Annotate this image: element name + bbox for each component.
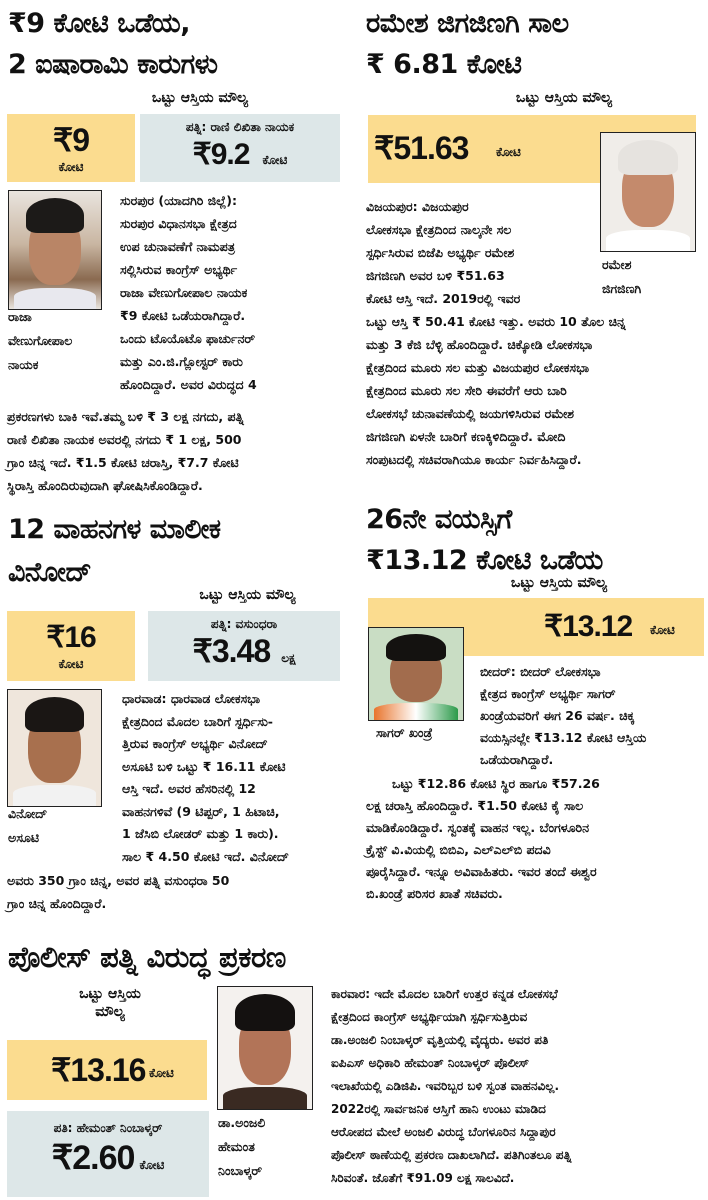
body-line: ಲೋಕಸಭಾ ಕ್ಷೇತ್ರದಿಂದ ನಾಲ್ಕನೇ ಸಲ [366,222,512,237]
body-line: ಕ್ಷೇತ್ರದ ಕಾಂಗ್ರೆಸ್ ಅಭ್ಯರ್ಥಿ ಸಾಗರ್ [480,686,616,701]
story-body-beside-photo [480,661,708,771]
body-line: ಜಿಗಜಿಣಗಿ ಅವರ ಬಳಿ ₹51.63 [366,268,505,283]
candidate-asset-amount: ₹13.16 [51,1052,146,1088]
body-line: ಸುರಪುರ ವಿಧಾನಸಭಾ ಕ್ಷೇತ್ರದ [120,216,237,231]
story-vinod-asuti [0,505,354,935]
body-line: ಪೂರೈಸಿದ್ದಾರೆ. ಇನ್ನೂ ಅವಿವಾಹಿತರು. ಇವರ ತಂದೆ ಈಶ್ವರ [366,864,597,879]
story-body-full [366,773,708,905]
body-line: ವಾಹನಗಳಿವೆ (9 ಟಿಪ್ಪರ್, 1 ಹಿಟಾಚಿ, [122,803,280,819]
body-line: ಸಲ್ಲಿಸಿರುವ ಕಾಂಗ್ರೆಸ್ ಅಭ್ಯರ್ಥಿ [120,262,238,277]
body-line: ಹೊಂದಿದ್ದಾರೆ. ಅವರ ವಿರುದ್ಧದ 4 [120,377,257,392]
story-body-full [366,310,708,471]
body-line: ಕ್ಷೇತ್ರದಿಂದ ಮೂರು ಸಲ ಮತ್ತು ವಿಜಯಪುರ ಲೋಕಸಭಾ [366,360,590,375]
body-line: ಪ್ರಕರಣಗಳು ಬಾಕಿ ಇವೆ.ತಮ್ಮ ಬಳಿ ₹ 3 ಲಕ್ಷ ನಗದು, ಪತ್ನಿ [7,409,244,424]
body-line: ಪೊಲೀಸ್ ಠಾಣೆಯಲ್ಲಿ ಪ್ರಕರಣ ದಾಖಲಾಗಿದೆ. ಪತಿಗಿಂತಲೂ ಪತ್ನಿ [331,1148,572,1162]
story-body-beside-photo [366,195,596,310]
spouse-asset-amount: ₹9.2 [192,138,250,171]
caption-line: ಸಾಗರ್ ಖಂಡ್ರೆ [376,725,433,740]
candidate-photo [600,132,696,252]
total-assets-subhead: ಒಟ್ಟು ಆಸ್ತಿಯ ಮೌಲ್ಯ [151,90,249,106]
body-line: ಆಸ್ತಿ ಇದೆ. ಅವರ ಹೆಸರಿನಲ್ಲಿ 12 [122,781,256,796]
photo-caption [8,305,113,377]
photo-caption [218,1111,323,1183]
body-line: ರಾಜಾ ವೇಣುಗೋಪಾಲ ನಾಯಕ [120,285,248,300]
total-assets-subhead: ಒಟ್ಟು ಆಸ್ತಿಯ ಮೌಲ್ಯ [199,587,296,603]
body-line: ಸುರಪುರ (ಯಾದಗಿರಿ ಜಿಲ್ಲೆ): [120,193,237,208]
story-body-full [7,870,352,915]
body-line: ರಾಣಿ ಲಿಖಿತಾ ನಾಯಕ ಅವರಲ್ಲಿ ನಗದು ₹ 1 ಲಕ್ಷ, 500 [7,432,242,447]
caption-line: ರಮೇಶ [602,257,632,272]
candidate-asset-unit: ಕೋಟಿ [650,623,675,637]
spouse-asset-panel [148,611,340,681]
body-line: ಆರೋಪದ ಮೇಲೆ ಅಂಜಲಿ ವಿರುದ್ಧ ಬೆಂಗಳೂರಿನ ಸಿದ್ದಾಪುರ [331,1125,556,1139]
body-line: ಲಕ್ಷ ಚರಾಸ್ತಿ ಹೊಂದಿದ್ದಾರೆ. ₹1.50 ಕೋಟಿ ಕೈ ಸಾಲ [366,798,584,813]
caption-line: ನಾಯಕ [8,357,39,372]
body-line: ಕಾರವಾರ: ಇದೇ ಮೊದಲ ಬಾರಿಗೆ ಉತ್ತರ ಕನ್ನಡ ಲೋಕಸಭೆ [331,987,558,1001]
body-line: ಸಾಲ ₹ 4.50 ಕೋಟಿ ಇದೆ. ವಿನೋದ್ [122,848,289,864]
spouse-name-label: ಪತ್ನಿ: ವಸುಂಧರಾ [210,617,278,631]
body-line: ಕೋಟಿ ಆಸ್ತಿ ಇದೆ. 2019ರಲ್ಲಿ ಇವರ [366,291,521,306]
body-line: ಒಂದು ಟೊಯೊಟೊ ಫಾರ್ಚುನರ್ [120,331,256,346]
candidate-asset-panel [7,611,135,681]
body-line: ಗ್ರಾಂ ಚಿನ್ನ ಹೊಂದಿದ್ದಾರೆ. [7,895,107,911]
candidate-photo [7,689,102,807]
body-line: ಬೀದರ್: ಬೀದರ್ ಲೋಕಸಭಾ [480,664,601,679]
subhead-line: ಮೌಲ್ಯ [95,1004,125,1020]
spouse-asset-unit: ಕೋಟಿ [262,153,288,167]
headline-line-1: ₹9 ಕೋಟಿ ಒಡೆಯ, [8,8,190,39]
body-line: ಸ್ಥಿರಾಸ್ತಿ ಹೊಂದಿರುವುದಾಗಿ ಘೋಷಿಸಿಕೊಂಡಿದ್ದಾರೆ. [7,478,203,493]
caption-line: ವೇಣುಗೋಪಾಲ [8,333,73,348]
headline-line-2: ₹ 6.81 ಕೋಟಿ [366,49,522,80]
candidate-asset-amount: ₹13.12 [544,610,633,643]
spouse-asset-amount: ₹3.48 [192,633,271,669]
headline-line-1: 12 ವಾಹನಗಳ ಮಾಲೀಕ [8,514,221,545]
body-line: ಜಿಗಜಿಣಗಿ ಏಳನೇ ಬಾರಿಗೆ ಕಣಕ್ಕಿಳಿದಿದ್ದಾರೆ. ಮೋದಿ [366,429,566,444]
spouse-asset-panel [140,114,340,182]
total-assets-subhead [20,985,200,1021]
body-line: ಮಾಡಿಕೊಂಡಿದ್ದಾರೆ. ಸ್ವಂತಕ್ಕೆ ವಾಹನ ಇಲ್ಲ. ಬೆಂಗಳೂರಿನ [366,820,590,835]
candidate-asset-unit: ಕೋಟಿ [149,1066,174,1080]
body-line: ಕ್ರೈಸ್ಟ್ ವಿ.ವಿಯಲ್ಲಿ ಬಿಬಿಎ, ಎಲ್‌ಎಲ್‌ಬಿ ಪದವಿ [366,842,551,857]
spouse-name-label: ಪತಿ: ಹೇಮಂತ್ ನಿಂಬಾಳ್ಕರ್ [53,1121,163,1135]
candidate-asset-panel [7,114,135,182]
body-line: ಮತ್ತು 3 ಕೆಜಿ ಬೆಳ್ಳಿ ಹೊಂದಿದ್ದಾರೆ. ಚಿಕ್ಕೋಡಿ ಲೋಕಸಭಾ [366,337,593,352]
story-body-full [7,405,352,497]
body-line: ಬಿ.ಖಂಡ್ರೆ ಪರಿಸರ ಖಾತೆ ಸಚಿವರು. [366,886,503,901]
story-body-beside-photo [122,688,354,868]
body-line: ಅಸೂಟಿ ಬಳಿ ಒಟ್ಟು ₹ 16.11 ಕೋಟಿ [122,758,286,774]
photo-caption [376,721,476,745]
body-line: ಒಟ್ಟು ₹12.86 ಕೋಟಿ ಸ್ಥಿರ ಹಾಗೂ ₹57.26 [392,776,600,791]
body-line: ಮತ್ತು ಎಂ.ಜಿ.ಗ್ಲೋಸ್ಟರ್ ಕಾರು [120,354,243,369]
caption-line: ರಾಜಾ [8,309,32,324]
body-line: ಕ್ಷೇತ್ರದಿಂದ ಮೊದಲ ಬಾರಿಗೆ ಸ್ಪರ್ಧಿಸು- [122,713,273,729]
body-line: ಡಾ.ಅಂಜಲಿ ನಿಂಬಾಳ್ಕರ್ ವೃತ್ತಿಯಲ್ಲಿ ವೈದ್ಯರು. ಅವರ ಪತಿ [331,1033,549,1047]
photo-caption [602,253,702,301]
total-assets-subhead: ಒಟ್ಟು ಆಸ್ತಿಯ ಮೌಲ್ಯ [510,575,608,591]
body-line: ಉಪ ಚುನಾವಣೆಗೆ ನಾಮಪತ್ರ [120,239,235,254]
candidate-photo [217,986,313,1110]
total-assets-subhead: ಒಟ್ಟು ಆಸ್ತಿಯ ಮೌಲ್ಯ [515,90,613,106]
headline-line-1: ರಮೇಶ ಜಿಗಜಿಣಗಿ ಸಾಲ [366,8,569,39]
story-anjali-nimbalkar [0,935,708,1200]
caption-line: ವಿನೋದ್ [8,806,48,821]
body-line: ಧಾರವಾಡ: ಧಾರವಾಡ ಲೋಕಸಭಾ [122,691,261,706]
caption-line: ಜಿಗಜಿಣಗಿ [602,281,642,296]
body-line: ಸಿರಿವಂತೆ. ಜೊತೆಗೆ ₹91.09 ಲಕ್ಷ ಸಾಲವಿದೆ. [331,1171,515,1185]
photo-caption [8,802,108,850]
body-line: ಗ್ರಾಂ ಚಿನ್ನ ಇದೆ. ₹1.5 ಕೋಟಿ ಚರಾಸ್ತಿ, ₹7.7 ಕೋಟಿ [7,455,239,470]
headline-line-2: 2 ಐಷಾರಾಮಿ ಕಾರುಗಳು [8,49,218,80]
story-body-full [331,983,708,1190]
body-line: ಐಪಿಎಸ್ ಅಧಿಕಾರಿ ಹೇಮಂತ್ ನಿಂಬಾಳ್ಕರ್ ಪೊಲೀಸ್ [331,1056,530,1070]
caption-line: ಹೇಮಂತ [218,1139,255,1154]
body-line: ಖಂಡ್ರೆಯವರಿಗೆ ಈಗ 26 ವರ್ಷ. ಚಿಕ್ಕ [480,708,635,723]
caption-line: ಅಸೂಟಿ [8,830,40,845]
spouse-asset-amount: ₹2.60 [51,1139,135,1177]
candidate-photo [368,627,464,721]
story-body-beside-photo [120,189,352,396]
story-sagar-khandre [354,495,708,935]
candidate-asset-amount: ₹16 [46,621,96,654]
caption-line: ನಿಂಬಾಳ್ಕರ್ [218,1163,263,1178]
candidate-photo [8,190,102,310]
headline-line-2: ವಿನೋದ್ [8,557,92,588]
body-line: ಒಡೆಯರಾಗಿದ್ದಾರೆ. [480,752,554,767]
candidate-asset-amount: ₹9 [52,122,90,158]
body-line: ಕ್ಷೇತ್ರದಿಂದ ಕಾಂಗ್ರೆಸ್ ಅಭ್ಯರ್ಥಿಯಾಗಿ ಸ್ಪರ್ಧಿಸುತ್ತಿರುವ [331,1010,528,1024]
spouse-name-label: ಪತ್ನಿ: ರಾಣಿ ಲಿಖಿತಾ ನಾಯಕ [185,120,295,134]
candidate-asset-amount: ₹51.63 [374,130,469,166]
headline: ಪೊಲೀಸ್ ಪತ್ನಿ ವಿರುದ್ಧ ಪ್ರಕರಣ [8,940,286,974]
headline-line-2: ₹13.12 ಕೋಟಿ ಒಡೆಯ [366,545,603,576]
caption-line: ಡಾ.ಅಂಜಲಿ [218,1115,266,1130]
body-line: ಒಟ್ಟು ಆಸ್ತಿ ₹ 50.41 ಕೋಟಿ ಇತ್ತು. ಅವರು 10 ತೊಲ ಚಿನ್ನ [366,314,626,329]
body-line: ತ್ತಿರುವ ಕಾಂಗ್ರೆಸ್ ಅಭ್ಯರ್ಥಿ ವಿನೋದ್ [122,736,268,751]
body-line: ಲೋಕಸಭೆ ಚುನಾವಣೆಯಲ್ಲಿ ಜಯಗಳಿಸಿರುವ ರಮೇಶ [366,406,575,421]
body-line: ವಿಜಯಪುರ: ವಿಜಯಪುರ [366,199,469,214]
body-line: ವಯಸ್ಸಿನಲ್ಲೇ ₹13.12 ಕೋಟಿ ಆಸ್ತಿಯ [480,730,647,745]
body-line: ₹9 ಕೋಟಿ ಒಡೆಯರಾಗಿದ್ದಾರೆ. [120,308,246,323]
candidate-asset-panel [7,1040,207,1100]
body-line: 2022ರಲ್ಲಿ ಸಾರ್ವಜನಿಕ ಆಸ್ತಿಗೆ ಹಾನಿ ಉಂಟು ಮಾಡಿದ [331,1102,546,1116]
spouse-asset-unit: ಕೋಟಿ [139,1158,165,1172]
candidate-asset-unit: ಕೋಟಿ [58,160,84,174]
spouse-asset-panel [7,1111,209,1197]
candidate-asset-unit: ಕೋಟಿ [496,145,521,159]
subhead-line: ಒಟ್ಟು ಆಸ್ತಿಯ [79,986,141,1002]
body-line: ಅವರು 350 ಗ್ರಾಂ ಚಿನ್ನ, ಅವರ ಪತ್ನಿ ವಸುಂಧರಾ 50 [7,873,230,888]
body-line: ಇಲಾಖೆಯಲ್ಲಿ ಎಡಿಜಿಪಿ. ಇವರಿಬ್ಬರ ಬಳಿ ಸ್ವಂತ ವಾಹನವಿಲ್ಲ. [331,1079,560,1093]
story-ramesh-jigajinagi [354,0,708,490]
headline-line-1: 26ನೇ ವಯಸ್ಸಿಗೆ [366,504,512,535]
candidate-asset-unit: ಕೋಟಿ [58,657,84,671]
body-line: ಸಂಪುಟದಲ್ಲಿ ಸಚಿವರಾಗಿಯೂ ಕಾರ್ಯ ನಿರ್ವಹಿಸಿದ್ದಾರೆ. [366,452,582,467]
body-line: ಕ್ಷೇತ್ರದಿಂದ ಮೂರು ಸಲ ಸೇರಿ ಈವರೆಗೆ ಆರು ಬಾರಿ [366,383,567,398]
body-line: ಸ್ಪರ್ಧಿಸಿರುವ ಬಿಜೆಪಿ ಅಭ್ಯರ್ಥಿ ರಮೇಶ [366,245,515,260]
spouse-asset-unit: ಲಕ್ಷ [281,651,296,665]
body-line: 1 ಜೆಸಿಬಿ ಲೋಡರ್ ಮತ್ತು 1 ಕಾರು). [122,826,279,841]
story-raja-venugopal-nayak [0,0,354,500]
